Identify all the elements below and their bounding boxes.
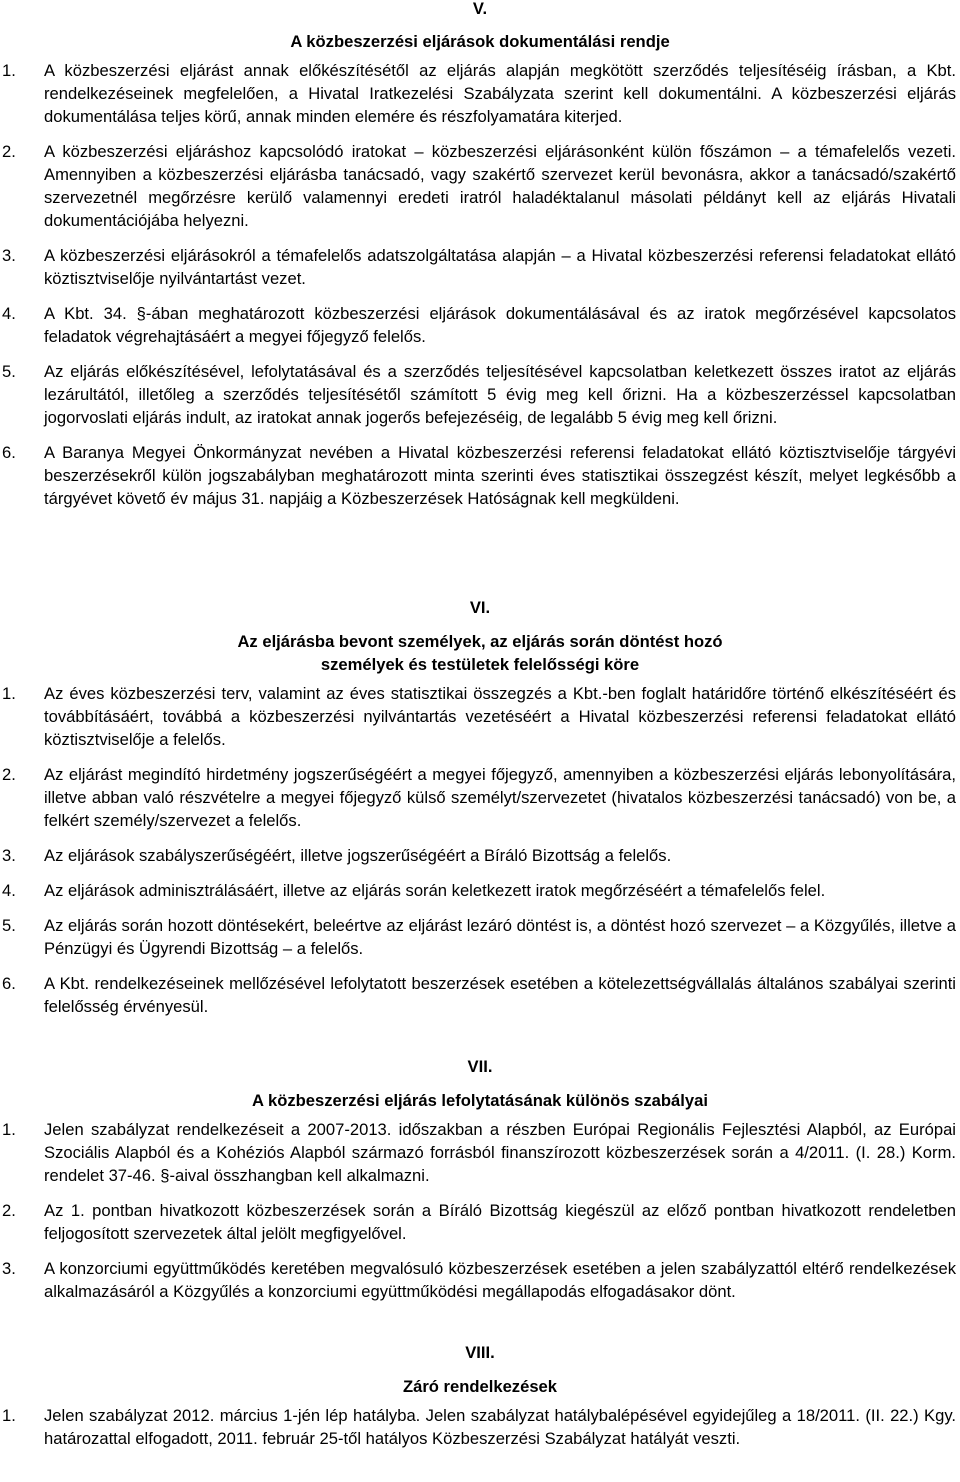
section-title-line: A közbeszerzési eljárások dokumentálási rendje — [290, 32, 670, 51]
item-number: 5. — [2, 362, 16, 381]
item-number: 1. — [2, 61, 16, 80]
list-item — [0, 1199, 960, 1245]
item-text: A Kbt. 34. §-ában meghatározott közbeszerzési eljárások dokumentálásával és az iratok megőrzésével kapcsolatos feladatok végrehajtásáért a megyei főjegyző felelős. — [44, 304, 956, 346]
section-title-line: Az eljárásba bevont személyek, az eljárás során döntést hozó — [237, 632, 723, 651]
section-title — [0, 1375, 960, 1398]
list-item — [0, 879, 960, 902]
item-number: 1. — [2, 1120, 16, 1139]
item-text: Az 1. pontban hivatkozott közbeszerzések során a Bíráló Bizottság kiegészül az előző pontban hivatkozott rendeletben feljogosított szervezetek által jelölt megfigyelővel. — [44, 1201, 956, 1243]
section-vii — [0, 1055, 960, 1315]
section-number: VIII. — [465, 1343, 495, 1362]
section-title — [0, 1089, 960, 1112]
list-item — [0, 972, 960, 1018]
list-item — [0, 302, 960, 348]
item-text: A közbeszerzési eljáráshoz kapcsolódó iratokat – közbeszerzési eljárásonként külön főszámon – a témafelelős vezeti. Amennyiben a közbeszerzési eljárásba tanácsadó, vagy szakértő szervezet kerül bevonásra, akkor a tanácsadó/szakértő szervezetnél megőrzésre kerülő valamennyi eredeti iratról haladéktalanul másolati példányt kell az eljárás Hivatali dokumentációjába helyezni. — [44, 142, 956, 230]
item-number: 3. — [2, 1259, 16, 1278]
item-number: 1. — [2, 684, 16, 703]
item-number: 1. — [2, 1406, 16, 1425]
section-title-line: Záró rendelkezések — [402, 1377, 558, 1396]
section-viii — [0, 1341, 960, 1450]
item-number: 3. — [2, 246, 16, 265]
section-title — [0, 630, 960, 676]
list-item — [0, 1257, 960, 1303]
item-text: Jelen szabályzat 2012. március 1-jén lép hatályba. Jelen szabályzat hatálybalépésével egyidejűleg a 18/2011. (II. 22.) Kgy. határozattal elfogadott, 2011. február 25-től hatályos Közbeszerzési Szabályzat hatályát veszti. — [44, 1406, 956, 1448]
item-text: A közbeszerzési eljárást annak előkészítésétől az eljárás alapján megkötött szerződés teljesítéséig írásban, a Kbt. rendelkezéseinek megfelelően, a Hivatal Iratkezelési Szabályzata szerint kell dokumentálni. A közbeszerzési eljárás dokumentálása teljes körű, annak minden elemére és részfolyamatára kiterjed. — [44, 61, 956, 126]
item-number: 5. — [2, 916, 16, 935]
item-text: Az eljárást megindító hirdetmény jogszerűségéért a megyei főjegyző, amennyiben a közbeszerzési eljárás lebonyolítására, illetve abban való részvételre a megyei főjegyző külső személyt/szervezetet (hivatalos közbeszerzési tanácsadó) von be, a felkért személy/szervezet a felelős. — [44, 765, 956, 830]
section-v — [0, 0, 960, 522]
item-number: 4. — [2, 304, 16, 323]
section-title-line: A közbeszerzési eljárás lefolytatásának különös szabályai — [252, 1091, 708, 1110]
list-item — [0, 682, 960, 751]
item-text: A közbeszerzési eljárásokról a témafelelős adatszolgáltatása alapján – a Hivatal közbeszerzési referensi feladatokat ellátó köztisztviselője nyilvántartást vezet. — [44, 246, 956, 288]
section-title — [0, 30, 960, 53]
item-text: Az eljárás előkészítésével, lefolytatásával és a szerződés teljesítésével kapcsolatban keletkezett összes iratot az eljárás lezárultától, illetőleg a szerződés teljesítésétől számított 5 évig meg kell őrizni. Ha a közbeszerzéssel kapcsolatban jogorvoslati eljárás indult, az iratokat annak jogerős befejezéséig, de legalább 5 évig meg kell őrizni. — [44, 362, 956, 427]
item-number: 6. — [2, 974, 16, 993]
list-item — [0, 59, 960, 128]
list-item — [0, 360, 960, 429]
item-text: Az eljárás során hozott döntésekért, beleértve az eljárást lezáró döntést is, a döntést hozó szervezet – a Közgyűlés, illetve a Pénzügyi és Ügyrendi Bizottság – a felelős. — [44, 916, 956, 958]
section-title-line: személyek és testületek felelősségi köre — [320, 655, 640, 674]
list-item — [0, 1404, 960, 1450]
list-item — [0, 441, 960, 510]
section-number: VI. — [469, 598, 491, 617]
item-text: A konzorciumi együttműködés keretében megvalósuló közbeszerzések esetében a jelen szabályzattól eltérő rendelkezések alkalmazásáról a Közgyűlés a konzorciumi együttműködési megállapodás elfogadásakor dönt. — [44, 1259, 956, 1301]
item-number: 4. — [2, 881, 16, 900]
section-number: V. — [472, 0, 488, 18]
item-number: 2. — [2, 765, 16, 784]
list-item — [0, 914, 960, 960]
item-number: 2. — [2, 1201, 16, 1220]
list-item — [0, 844, 960, 867]
item-text: Jelen szabályzat rendelkezéseit a 2007-2013. időszakban a részben Európai Regionális Fejlesztési Alapból, az Európai Szociális Alapból és a Kohéziós Alapból származó forrásból finanszírozott közbeszerzések során a 4/2011. (I. 28.) Korm. rendelet 37-46. §-aival összhangban kell alkalmazni. — [44, 1120, 956, 1185]
section-number: VII. — [467, 1057, 493, 1076]
section-vi — [0, 596, 960, 1030]
item-number: 6. — [2, 443, 16, 462]
item-number: 3. — [2, 846, 16, 865]
item-text: Az éves közbeszerzési terv, valamint az éves statisztikai összegzés a Kbt.-ben foglalt határidőre történő elkészítéséért és továbbításáért, továbbá a közbeszerzési nyilvántartás vezetéséért a Hivatal közbeszerzési referensi feladatokat ellátó köztisztviselője a felelős. — [44, 684, 956, 749]
list-item — [0, 1118, 960, 1187]
item-number: 2. — [2, 142, 16, 161]
list-item — [0, 763, 960, 832]
item-text: A Baranya Megyei Önkormányzat nevében a Hivatal közbeszerzési referensi feladatokat ellátó köztisztviselője tárgyévi beszerzésekről külön jogszabályban meghatározott minta szerinti éves statisztikai összegzést készít, melyet legkésőbb a tárgyévet követő év május 31. napjáig a Közbeszerzések Hatóságnak kell megküldeni. — [44, 443, 956, 508]
item-text: A Kbt. rendelkezéseinek mellőzésével lefolytatott beszerzések esetében a kötelezettségvállalás általános szabályai szerinti felelősség érvényesül. — [44, 974, 956, 1016]
list-item — [0, 140, 960, 232]
item-text: Az eljárások szabályszerűségéért, illetve jogszerűségéért a Bíráló Bizottság a felelős. — [44, 846, 672, 865]
item-text: Az eljárások adminisztrálásáért, illetve az eljárás során keletkezett iratok megőrzéséért a témafelelős felel. — [44, 881, 826, 900]
list-item — [0, 244, 960, 290]
